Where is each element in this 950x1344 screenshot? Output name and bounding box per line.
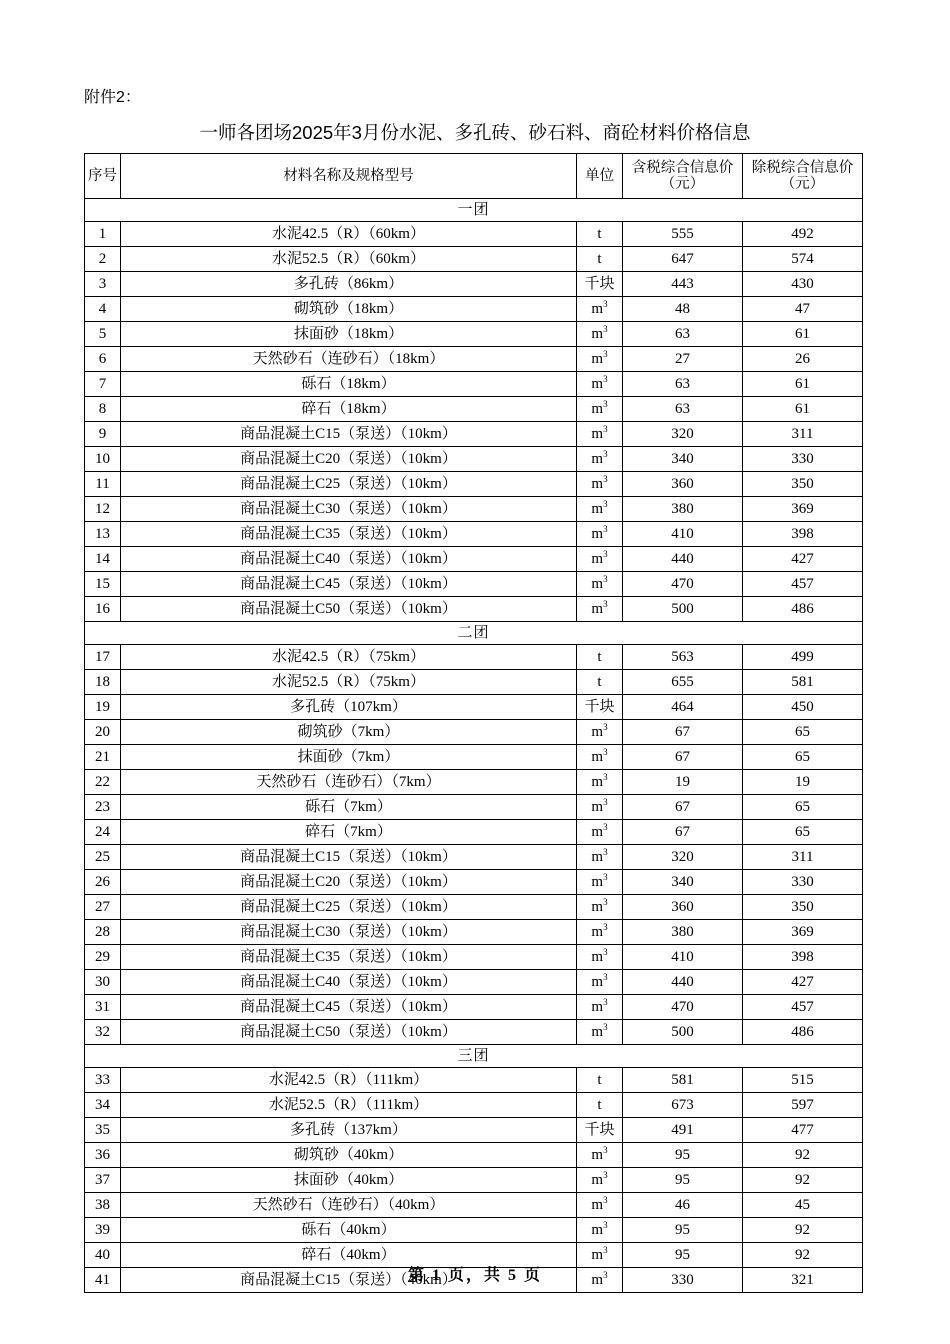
cell-price-incl-tax: 95 bbox=[623, 1168, 743, 1193]
cell-material-name: 商品混凝土C20（泵送）（10km） bbox=[121, 447, 577, 472]
group-title: 一团 bbox=[85, 199, 863, 222]
cubic-superscript: 3 bbox=[603, 947, 608, 957]
cell-price-excl-tax: 61 bbox=[743, 397, 863, 422]
cell-price-incl-tax: 95 bbox=[623, 1243, 743, 1268]
cell-price-excl-tax: 311 bbox=[743, 845, 863, 870]
cell-price-excl-tax: 492 bbox=[743, 222, 863, 247]
cell-price-incl-tax: 67 bbox=[623, 795, 743, 820]
cell-unit: $m^3$ bbox=[577, 920, 623, 945]
cubic-superscript: 3 bbox=[603, 872, 608, 882]
cell-price-incl-tax: 410 bbox=[623, 522, 743, 547]
cell-price-excl-tax: 486 bbox=[743, 597, 863, 622]
cell-price-excl-tax: 65 bbox=[743, 745, 863, 770]
cell-price-excl-tax: 19 bbox=[743, 770, 863, 795]
cell-material-name: 商品混凝土C50（泵送）（10km） bbox=[121, 597, 577, 622]
cell-price-incl-tax: 63 bbox=[623, 322, 743, 347]
cell-unit: $m^3$ bbox=[577, 1243, 623, 1268]
cell-unit: 千块 bbox=[577, 272, 623, 297]
cell-material-name: 水泥42.5（R）（111km） bbox=[121, 1068, 577, 1093]
cubic-superscript: 3 bbox=[603, 1270, 608, 1280]
cell-index: 14 bbox=[85, 547, 121, 572]
cell-price-incl-tax: 19 bbox=[623, 770, 743, 795]
cell-price-incl-tax: 67 bbox=[623, 720, 743, 745]
cell-material-name: 商品混凝土C40（泵送）（10km） bbox=[121, 547, 577, 572]
cell-price-excl-tax: 92 bbox=[743, 1243, 863, 1268]
cell-index: 9 bbox=[85, 422, 121, 447]
cell-material-name: 砌筑砂（18km） bbox=[121, 297, 577, 322]
cell-unit: $m^3$ bbox=[577, 597, 623, 622]
cell-unit: $m^3$ bbox=[577, 1218, 623, 1243]
cell-material-name: 商品混凝土C15（泵送）（40km） bbox=[121, 1268, 577, 1293]
cell-unit: t bbox=[577, 247, 623, 272]
cell-price-excl-tax: 450 bbox=[743, 695, 863, 720]
table-row bbox=[85, 820, 863, 845]
cell-material-name: 商品混凝土C40（泵送）（10km） bbox=[121, 970, 577, 995]
table-row bbox=[85, 547, 863, 572]
cell-price-incl-tax: 380 bbox=[623, 920, 743, 945]
cell-price-excl-tax: 311 bbox=[743, 422, 863, 447]
header-price-excl-tax: 除税综合信息价 （元） bbox=[743, 154, 863, 199]
cubic-superscript: 3 bbox=[603, 747, 608, 757]
cell-price-excl-tax: 65 bbox=[743, 820, 863, 845]
cubic-superscript: 3 bbox=[603, 1145, 608, 1155]
cell-unit: 千块 bbox=[577, 695, 623, 720]
cell-price-excl-tax: 398 bbox=[743, 522, 863, 547]
cell-price-incl-tax: 491 bbox=[623, 1118, 743, 1143]
cell-price-excl-tax: 26 bbox=[743, 347, 863, 372]
cell-price-incl-tax: 673 bbox=[623, 1093, 743, 1118]
cell-price-incl-tax: 340 bbox=[623, 447, 743, 472]
table-row bbox=[85, 645, 863, 670]
cell-material-name: 商品混凝土C25（泵送）（10km） bbox=[121, 472, 577, 497]
cell-index: 1 bbox=[85, 222, 121, 247]
cell-material-name: 商品混凝土C15（泵送）（10km） bbox=[121, 422, 577, 447]
group-title: 三团 bbox=[85, 1045, 863, 1068]
cell-material-name: 商品混凝土C45（泵送）（10km） bbox=[121, 572, 577, 597]
cubic-superscript: 3 bbox=[603, 972, 608, 982]
cubic-superscript: 3 bbox=[603, 299, 608, 309]
cubic-superscript: 3 bbox=[603, 374, 608, 384]
cell-price-excl-tax: 515 bbox=[743, 1068, 863, 1093]
cell-index: 20 bbox=[85, 720, 121, 745]
cell-material-name: 砌筑砂（40km） bbox=[121, 1143, 577, 1168]
cell-index: 38 bbox=[85, 1193, 121, 1218]
table-row bbox=[85, 845, 863, 870]
cell-unit: $m^3$ bbox=[577, 347, 623, 372]
cell-index: 5 bbox=[85, 322, 121, 347]
cell-index: 23 bbox=[85, 795, 121, 820]
table-row bbox=[85, 472, 863, 497]
cell-price-incl-tax: 655 bbox=[623, 670, 743, 695]
cell-material-name: 水泥52.5（R）（75km） bbox=[121, 670, 577, 695]
group-title: 二团 bbox=[85, 622, 863, 645]
table-row bbox=[85, 1218, 863, 1243]
cell-unit: $m^3$ bbox=[577, 397, 623, 422]
cell-index: 27 bbox=[85, 895, 121, 920]
cubic-superscript: 3 bbox=[603, 549, 608, 559]
cell-index: 30 bbox=[85, 970, 121, 995]
cell-index: 11 bbox=[85, 472, 121, 497]
page-footer: 第 1 页，共 5 页 bbox=[407, 1267, 542, 1284]
cell-price-excl-tax: 430 bbox=[743, 272, 863, 297]
cell-unit: $m^3$ bbox=[577, 522, 623, 547]
cubic-superscript: 3 bbox=[603, 897, 608, 907]
cubic-superscript: 3 bbox=[603, 324, 608, 334]
cubic-superscript: 3 bbox=[603, 772, 608, 782]
cell-unit: $m^3$ bbox=[577, 1020, 623, 1045]
cell-price-incl-tax: 95 bbox=[623, 1218, 743, 1243]
table-row bbox=[85, 720, 863, 745]
cell-material-name: 商品混凝土C50（泵送）（10km） bbox=[121, 1020, 577, 1045]
cell-unit: $m^3$ bbox=[577, 720, 623, 745]
cubic-superscript: 3 bbox=[603, 922, 608, 932]
cubic-superscript: 3 bbox=[603, 1245, 608, 1255]
cell-unit: $m^3$ bbox=[577, 472, 623, 497]
cell-index: 41 bbox=[85, 1268, 121, 1293]
cell-price-incl-tax: 320 bbox=[623, 422, 743, 447]
cell-unit: $m^3$ bbox=[577, 1143, 623, 1168]
cell-price-incl-tax: 581 bbox=[623, 1068, 743, 1093]
cell-price-incl-tax: 440 bbox=[623, 970, 743, 995]
cell-price-excl-tax: 350 bbox=[743, 472, 863, 497]
cell-unit: $m^3$ bbox=[577, 372, 623, 397]
cubic-superscript: 3 bbox=[603, 847, 608, 857]
cubic-superscript: 3 bbox=[603, 1022, 608, 1032]
table-row bbox=[85, 222, 863, 247]
header-material-name: 材料名称及规格型号 bbox=[121, 154, 577, 199]
cell-unit: $m^3$ bbox=[577, 547, 623, 572]
cell-material-name: 商品混凝土C35（泵送）（10km） bbox=[121, 945, 577, 970]
cell-price-excl-tax: 457 bbox=[743, 572, 863, 597]
cell-material-name: 天然砂石（连砂石）（18km） bbox=[121, 347, 577, 372]
cell-price-incl-tax: 555 bbox=[623, 222, 743, 247]
cell-price-excl-tax: 92 bbox=[743, 1143, 863, 1168]
cell-unit: $m^3$ bbox=[577, 297, 623, 322]
cell-price-incl-tax: 410 bbox=[623, 945, 743, 970]
cubic-superscript: 3 bbox=[603, 1220, 608, 1230]
cell-index: 33 bbox=[85, 1068, 121, 1093]
cell-material-name: 水泥52.5（R）（111km） bbox=[121, 1093, 577, 1118]
table-header-row bbox=[85, 154, 863, 199]
cell-price-incl-tax: 46 bbox=[623, 1193, 743, 1218]
cell-price-incl-tax: 48 bbox=[623, 297, 743, 322]
cell-price-incl-tax: 360 bbox=[623, 895, 743, 920]
cell-price-excl-tax: 47 bbox=[743, 297, 863, 322]
cubic-superscript: 3 bbox=[603, 524, 608, 534]
cell-price-incl-tax: 67 bbox=[623, 745, 743, 770]
table-row bbox=[85, 895, 863, 920]
cell-price-excl-tax: 597 bbox=[743, 1093, 863, 1118]
table-row bbox=[85, 695, 863, 720]
cell-index: 22 bbox=[85, 770, 121, 795]
table-row bbox=[85, 770, 863, 795]
cubic-superscript: 3 bbox=[603, 349, 608, 359]
cell-material-name: 商品混凝土C30（泵送）（10km） bbox=[121, 920, 577, 945]
table-row bbox=[85, 1020, 863, 1045]
cell-index: 4 bbox=[85, 297, 121, 322]
cell-index: 8 bbox=[85, 397, 121, 422]
table-row bbox=[85, 870, 863, 895]
table-row bbox=[85, 1068, 863, 1093]
cell-price-excl-tax: 398 bbox=[743, 945, 863, 970]
cell-price-excl-tax: 427 bbox=[743, 547, 863, 572]
page-title: 一师各团场2025年3月份水泥、多孔砖、砂石料、商砼材料价格信息 bbox=[199, 122, 751, 143]
cell-index: 17 bbox=[85, 645, 121, 670]
cubic-superscript: 3 bbox=[603, 722, 608, 732]
cell-index: 29 bbox=[85, 945, 121, 970]
table-row bbox=[85, 447, 863, 472]
cell-material-name: 商品混凝土C25（泵送）（10km） bbox=[121, 895, 577, 920]
table-row bbox=[85, 995, 863, 1020]
cell-index: 2 bbox=[85, 247, 121, 272]
cell-unit: $m^3$ bbox=[577, 870, 623, 895]
cell-price-incl-tax: 464 bbox=[623, 695, 743, 720]
table-row bbox=[85, 1118, 863, 1143]
cell-index: 24 bbox=[85, 820, 121, 845]
group-header-row bbox=[85, 1045, 863, 1068]
cell-material-name: 天然砂石（连砂石）（40km） bbox=[121, 1193, 577, 1218]
cell-unit: $m^3$ bbox=[577, 572, 623, 597]
cell-index: 26 bbox=[85, 870, 121, 895]
table-row bbox=[85, 297, 863, 322]
cell-price-incl-tax: 63 bbox=[623, 372, 743, 397]
cell-unit: $m^3$ bbox=[577, 322, 623, 347]
cell-unit: $m^3$ bbox=[577, 1193, 623, 1218]
cell-material-name: 抹面砂（7km） bbox=[121, 745, 577, 770]
cell-index: 7 bbox=[85, 372, 121, 397]
cell-unit: t bbox=[577, 1068, 623, 1093]
cell-unit: t bbox=[577, 1093, 623, 1118]
cell-index: 31 bbox=[85, 995, 121, 1020]
cubic-superscript: 3 bbox=[603, 499, 608, 509]
cell-price-excl-tax: 65 bbox=[743, 795, 863, 820]
cell-price-excl-tax: 486 bbox=[743, 1020, 863, 1045]
cell-unit: $m^3$ bbox=[577, 422, 623, 447]
cell-material-name: 碎石（18km） bbox=[121, 397, 577, 422]
cell-price-excl-tax: 45 bbox=[743, 1193, 863, 1218]
cell-index: 21 bbox=[85, 745, 121, 770]
cubic-superscript: 3 bbox=[603, 574, 608, 584]
cell-material-name: 多孔砖（107km） bbox=[121, 695, 577, 720]
cell-material-name: 商品混凝土C15（泵送）（10km） bbox=[121, 845, 577, 870]
cell-unit: $m^3$ bbox=[577, 447, 623, 472]
table-row bbox=[85, 347, 863, 372]
cell-unit: $m^3$ bbox=[577, 895, 623, 920]
cell-index: 37 bbox=[85, 1168, 121, 1193]
cell-price-incl-tax: 647 bbox=[623, 247, 743, 272]
group-header-row bbox=[85, 622, 863, 645]
cell-index: 32 bbox=[85, 1020, 121, 1045]
cell-unit: $m^3$ bbox=[577, 745, 623, 770]
cell-unit: $m^3$ bbox=[577, 845, 623, 870]
cell-price-excl-tax: 477 bbox=[743, 1118, 863, 1143]
cell-price-excl-tax: 581 bbox=[743, 670, 863, 695]
table-row bbox=[85, 745, 863, 770]
cubic-superscript: 3 bbox=[603, 822, 608, 832]
cell-index: 6 bbox=[85, 347, 121, 372]
cubic-superscript: 3 bbox=[603, 474, 608, 484]
cell-price-excl-tax: 321 bbox=[743, 1268, 863, 1293]
cell-price-incl-tax: 340 bbox=[623, 870, 743, 895]
cell-price-excl-tax: 65 bbox=[743, 720, 863, 745]
table-row bbox=[85, 597, 863, 622]
cell-price-excl-tax: 457 bbox=[743, 995, 863, 1020]
header-index: 序号 bbox=[85, 154, 121, 199]
cell-material-name: 商品混凝土C20（泵送）（10km） bbox=[121, 870, 577, 895]
cell-unit: $m^3$ bbox=[577, 770, 623, 795]
cell-unit: $m^3$ bbox=[577, 795, 623, 820]
cell-index: 18 bbox=[85, 670, 121, 695]
cell-material-name: 抹面砂（40km） bbox=[121, 1168, 577, 1193]
cell-unit: t bbox=[577, 222, 623, 247]
cell-index: 28 bbox=[85, 920, 121, 945]
cell-material-name: 多孔砖（86km） bbox=[121, 272, 577, 297]
cell-index: 25 bbox=[85, 845, 121, 870]
cell-index: 15 bbox=[85, 572, 121, 597]
table-row bbox=[85, 670, 863, 695]
cell-price-incl-tax: 67 bbox=[623, 820, 743, 845]
cell-material-name: 碎石（40km） bbox=[121, 1243, 577, 1268]
cubic-superscript: 3 bbox=[603, 797, 608, 807]
cell-price-incl-tax: 440 bbox=[623, 547, 743, 572]
cell-index: 12 bbox=[85, 497, 121, 522]
cell-index: 3 bbox=[85, 272, 121, 297]
cell-material-name: 水泥42.5（R）（75km） bbox=[121, 645, 577, 670]
cell-price-excl-tax: 330 bbox=[743, 870, 863, 895]
cell-price-excl-tax: 369 bbox=[743, 497, 863, 522]
cell-price-excl-tax: 330 bbox=[743, 447, 863, 472]
attachment-label: 附件2： bbox=[84, 89, 141, 106]
cubic-superscript: 3 bbox=[603, 449, 608, 459]
cell-price-excl-tax: 574 bbox=[743, 247, 863, 272]
cell-unit: t bbox=[577, 670, 623, 695]
cell-price-excl-tax: 427 bbox=[743, 970, 863, 995]
cubic-superscript: 3 bbox=[603, 1195, 608, 1205]
cell-price-incl-tax: 330 bbox=[623, 1268, 743, 1293]
cell-price-excl-tax: 350 bbox=[743, 895, 863, 920]
table-row bbox=[85, 1143, 863, 1168]
cell-index: 13 bbox=[85, 522, 121, 547]
cell-unit: $m^3$ bbox=[577, 820, 623, 845]
table-row bbox=[85, 322, 863, 347]
cell-price-excl-tax: 61 bbox=[743, 322, 863, 347]
cell-material-name: 碎石（7km） bbox=[121, 820, 577, 845]
cell-index: 35 bbox=[85, 1118, 121, 1143]
table-row bbox=[85, 522, 863, 547]
table-row bbox=[85, 572, 863, 597]
cell-index: 36 bbox=[85, 1143, 121, 1168]
cell-price-incl-tax: 380 bbox=[623, 497, 743, 522]
cell-price-incl-tax: 95 bbox=[623, 1143, 743, 1168]
cell-price-incl-tax: 470 bbox=[623, 572, 743, 597]
cell-price-incl-tax: 27 bbox=[623, 347, 743, 372]
table-row bbox=[85, 1193, 863, 1218]
cell-price-incl-tax: 63 bbox=[623, 397, 743, 422]
cell-material-name: 商品混凝土C30（泵送）（10km） bbox=[121, 497, 577, 522]
cell-price-incl-tax: 500 bbox=[623, 1020, 743, 1045]
table-row bbox=[85, 372, 863, 397]
cell-unit: $m^3$ bbox=[577, 995, 623, 1020]
cell-price-excl-tax: 92 bbox=[743, 1168, 863, 1193]
table-row bbox=[85, 397, 863, 422]
cell-price-excl-tax: 499 bbox=[743, 645, 863, 670]
cell-material-name: 砾石（40km） bbox=[121, 1218, 577, 1243]
cubic-superscript: 3 bbox=[603, 1170, 608, 1180]
cell-price-incl-tax: 360 bbox=[623, 472, 743, 497]
header-unit: 单位 bbox=[577, 154, 623, 199]
cell-material-name: 多孔砖（137km） bbox=[121, 1118, 577, 1143]
cell-unit: $m^3$ bbox=[577, 970, 623, 995]
table-row bbox=[85, 920, 863, 945]
table-row bbox=[85, 795, 863, 820]
cell-material-name: 天然砂石（连砂石）（7km） bbox=[121, 770, 577, 795]
group-header-row bbox=[85, 199, 863, 222]
cell-unit: t bbox=[577, 645, 623, 670]
cell-price-incl-tax: 470 bbox=[623, 995, 743, 1020]
cell-unit: $m^3$ bbox=[577, 1268, 623, 1293]
cubic-superscript: 3 bbox=[603, 424, 608, 434]
cell-price-incl-tax: 320 bbox=[623, 845, 743, 870]
cubic-superscript: 3 bbox=[603, 599, 608, 609]
cell-material-name: 砾石（18km） bbox=[121, 372, 577, 397]
table-row bbox=[85, 422, 863, 447]
table-row bbox=[85, 1168, 863, 1193]
table-row bbox=[85, 1093, 863, 1118]
table-row bbox=[85, 945, 863, 970]
cell-price-incl-tax: 443 bbox=[623, 272, 743, 297]
cell-material-name: 商品混凝土C35（泵送）（10km） bbox=[121, 522, 577, 547]
table-row bbox=[85, 247, 863, 272]
cell-unit: 千块 bbox=[577, 1118, 623, 1143]
cell-price-incl-tax: 500 bbox=[623, 597, 743, 622]
cell-material-name: 砾石（7km） bbox=[121, 795, 577, 820]
cell-material-name: 水泥42.5（R）（60km） bbox=[121, 222, 577, 247]
material-price-table bbox=[84, 153, 863, 1293]
cell-price-excl-tax: 92 bbox=[743, 1218, 863, 1243]
cubic-superscript: 3 bbox=[603, 997, 608, 1007]
cell-index: 16 bbox=[85, 597, 121, 622]
cell-unit: $m^3$ bbox=[577, 945, 623, 970]
table-row bbox=[85, 497, 863, 522]
cell-index: 40 bbox=[85, 1243, 121, 1268]
cell-unit: $m^3$ bbox=[577, 497, 623, 522]
table-row bbox=[85, 970, 863, 995]
cell-index: 34 bbox=[85, 1093, 121, 1118]
cell-index: 10 bbox=[85, 447, 121, 472]
cell-index: 39 bbox=[85, 1218, 121, 1243]
cubic-superscript: 3 bbox=[603, 399, 608, 409]
cell-unit: $m^3$ bbox=[577, 1168, 623, 1193]
cell-price-excl-tax: 369 bbox=[743, 920, 863, 945]
cell-material-name: 商品混凝土C45（泵送）（10km） bbox=[121, 995, 577, 1020]
cell-index: 19 bbox=[85, 695, 121, 720]
cell-price-excl-tax: 61 bbox=[743, 372, 863, 397]
cell-material-name: 水泥52.5（R）（60km） bbox=[121, 247, 577, 272]
cell-price-incl-tax: 563 bbox=[623, 645, 743, 670]
header-price-incl-tax: 含税综合信息价 （元） bbox=[623, 154, 743, 199]
cell-material-name: 抹面砂（18km） bbox=[121, 322, 577, 347]
table-row bbox=[85, 272, 863, 297]
cell-material-name: 砌筑砂（7km） bbox=[121, 720, 577, 745]
